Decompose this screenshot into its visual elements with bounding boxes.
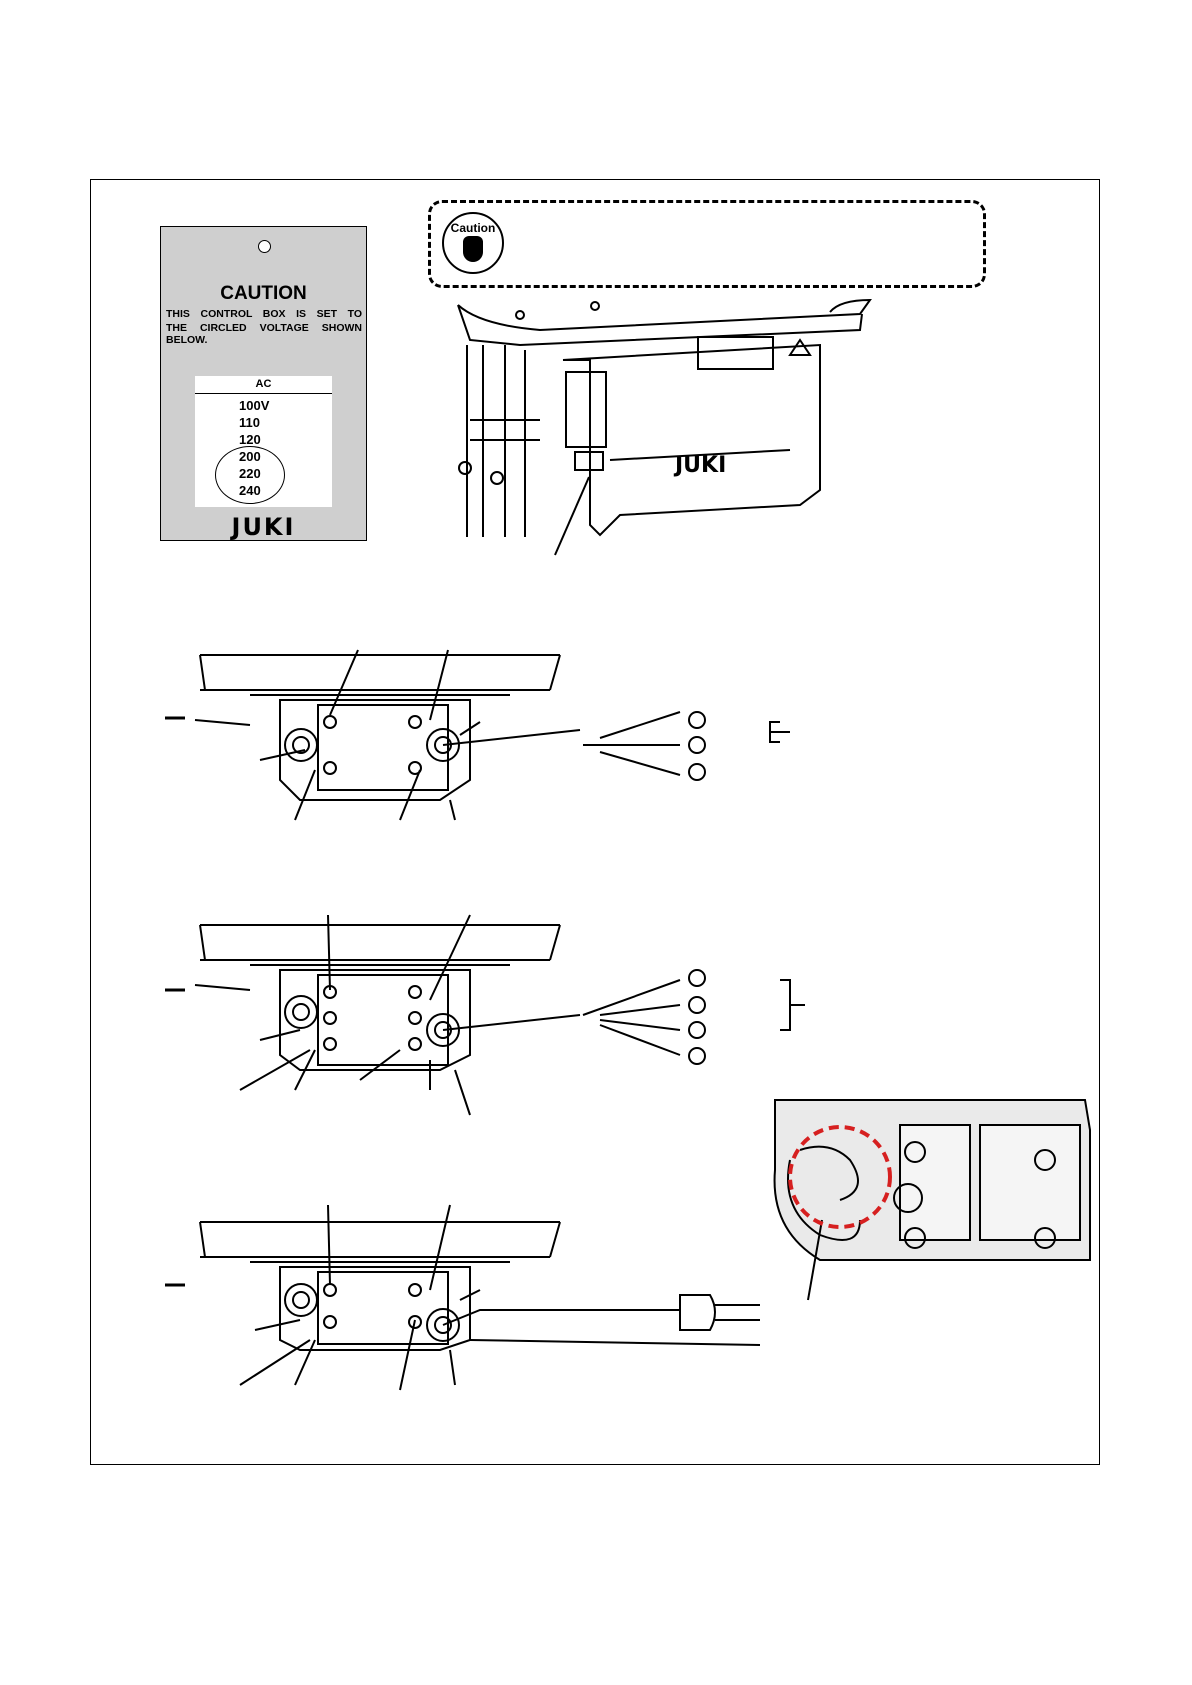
label-text-line-2: THE CIRCLED VOLTAGE SHOWN BELOW. bbox=[166, 322, 362, 346]
terminal-block-plug bbox=[165, 1205, 760, 1390]
ac-header: AC bbox=[195, 376, 332, 394]
caution-icon-text: Caution bbox=[450, 221, 496, 235]
terminal-block-3-wire bbox=[165, 650, 790, 820]
voltage-value: 220 bbox=[239, 466, 261, 481]
label-text-line-1: THIS CONTROL BOX IS SET TO bbox=[166, 308, 362, 320]
juki-logo: JUKI bbox=[231, 513, 296, 541]
voltage-value: 120 bbox=[239, 432, 261, 447]
label-title: CAUTION bbox=[220, 283, 307, 304]
photo-detail bbox=[775, 1100, 1090, 1300]
voltage-value: 200 bbox=[239, 449, 261, 464]
control-box-logo: JUKI bbox=[675, 453, 727, 478]
voltage-value: 110 bbox=[239, 415, 260, 430]
voltage-value: 100V bbox=[239, 398, 270, 413]
terminal-block-4-wire bbox=[165, 915, 805, 1115]
voltage-value: 240 bbox=[239, 483, 261, 498]
control-box-illustration bbox=[458, 300, 870, 555]
